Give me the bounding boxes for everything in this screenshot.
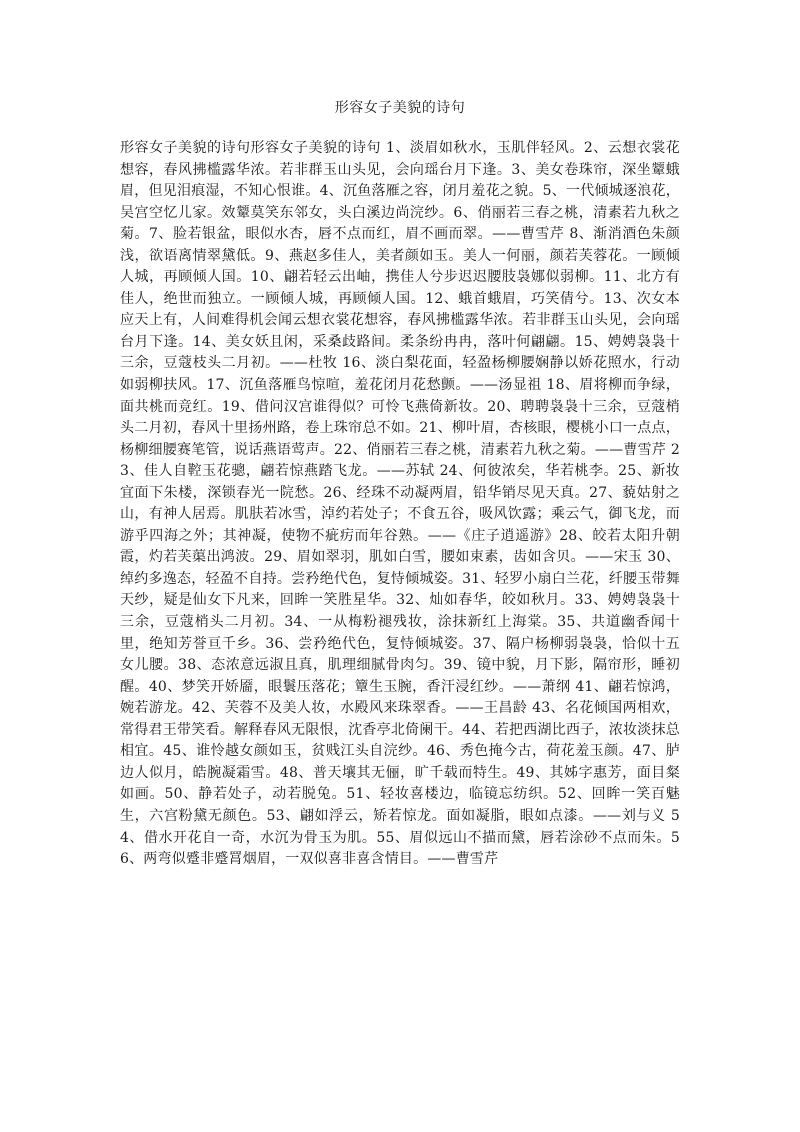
document-title: 形容女子美貌的诗句 — [334, 100, 466, 116]
document-body-paragraph: 形容女子美貌的诗句形容女子美貌的诗句 1、淡眉如秋水，玉肌伴轻风。2、云想衣裳花想容，春风拂槛露华浓。若非群玉山头见，会向瑶台月下逢。3、美女卷珠帘，深坐颦蛾眉，但见泪痕湿，不知心恨谁。4、沉鱼落雁之容，闭月羞花之貌。5、一代倾城逐浪花，吴宫空忆儿家。效颦莫笑东邻女，头白溪边尚浣纱。6、俏丽若三春之桃，清素若九秋之菊。7、脸若银盆，眼似水杏，唇不点而红，眉不画而翠。——曹雪芹 8、渐消酒色朱颜浅，欲语离情翠黛低。9、燕赵多佳人，美者颜如玉。美人一何丽，颜若芙蓉花。一顾倾人城，再顾倾人国。10、翩若轻云出岫，携佳人兮步迟迟腰肢袅娜似弱柳。11、北方有佳人，绝世而独立。一顾倾人城，再顾倾人国。12、蛾首蛾眉，巧笑倩兮。13、次女本应天上有，人间难得机会闻云想衣裳花想容，春风拂槛露华浓。若非群玉山头见，会向瑶台月下逢。14、美女妖且闲，采桑歧路间。柔条纷冉冉，落叶何翩翩。15、娉娉袅袅十三余，豆蔻枝头二月初。——杜牧 16、淡白梨花面，轻盈杨柳腰娴静以娇花照水，行动如弱柳扶风。17、沉鱼落雁鸟惊喧，羞花闭月花愁颤。——汤显祖 18、眉将柳而争绿，面共桃而竞红。19、借问汉宫谁得似？可怜飞燕倚新妆。20、聘聘袅袅十三余，豆蔻梢头二月初，春风十里扬州路，卷上珠帘总不如。21、柳叶眉，杏核眼，樱桃小口一点点，杨柳细腰赛笔管，说话燕语莺声。22、俏丽若三春之桃，清素若九秋之菊。——曹雪芹 23、佳人自鞚玉花骢，翩若惊燕踏飞龙。——苏轼 24、何彼浓矣，华若桃李。25、新妆宜面下朱楼，深锁春光一院愁。26、经珠不动凝两眉，铅华销尽见天真。27、藐姑射之山，有神人居焉。肌肤若冰雪，淖约若处子；不食五谷，吸风饮露；乘云气，御飞龙，而游乎四海之外；其神凝，使物不疵疠而年谷熟。——《庄子逍遥游》28、皎若太阳升朝霞，灼若芙蕖出鸿波。29、眉如翠羽，肌如白雪，腰如束素，齿如含贝。——宋玉 30、绰约多逸态，轻盈不自持。尝矜绝代色，复恃倾城姿。31、轻罗小扇白兰花，纤腰玉带舞天纱，疑是仙女下凡来，回眸一笑胜星华。32、灿如春华，皎如秋月。33、娉娉袅袅十三余，豆蔻梢头二月初。34、一从梅粉褪残妆，涂抹新红上海棠。35、共道幽香闻十里，绝知芳誉亘千乡。36、尝矜绝代色，复恃倾城姿。37、隔户杨柳弱袅袅，恰似十五女儿腰。38、态浓意远淑且真，肌理细腻骨肉匀。39、镜中貌，月下影，隔帘形，睡初醒。40、梦笑开娇靥，眼鬟压落花；簟生玉腕，香汗浸红纱。——萧纲 41、翩若惊鸿，婉若游龙。42、芙蓉不及美人妆，水殿风来珠翠香。——王昌龄 43、名花倾国两相欢，常得君王带笑看。解释春风无限恨，沈香亭北倚阑干。44、若把西湖比西子，浓妆淡抹总相宜。45、谁怜越女颜如玉，贫贱江头自浣纱。46、秀色掩今古，荷花羞玉颜。47、胪边人似月，皓腕凝霜雪。48、普天壤其无俪，旷千载而特生。49、其姊字惠芳，面目粲如画。50、静若处子，动若脱兔。51、轻妆喜楼边，临镜忘纺织。52、回眸一笑百魅生，六宫粉黛无颜色。53、翩如浮云，矫若惊龙。面如凝脂，眼如点漆。——刘与义 54、借水开花自一奇，水沉为骨玉为肌。55、眉似远山不描而黛，唇若涂砂不点而朱。56、两弯似蹙非蹙罥烟眉，一双似喜非喜含情目。——曹雪芹 — [120, 140, 680, 868]
